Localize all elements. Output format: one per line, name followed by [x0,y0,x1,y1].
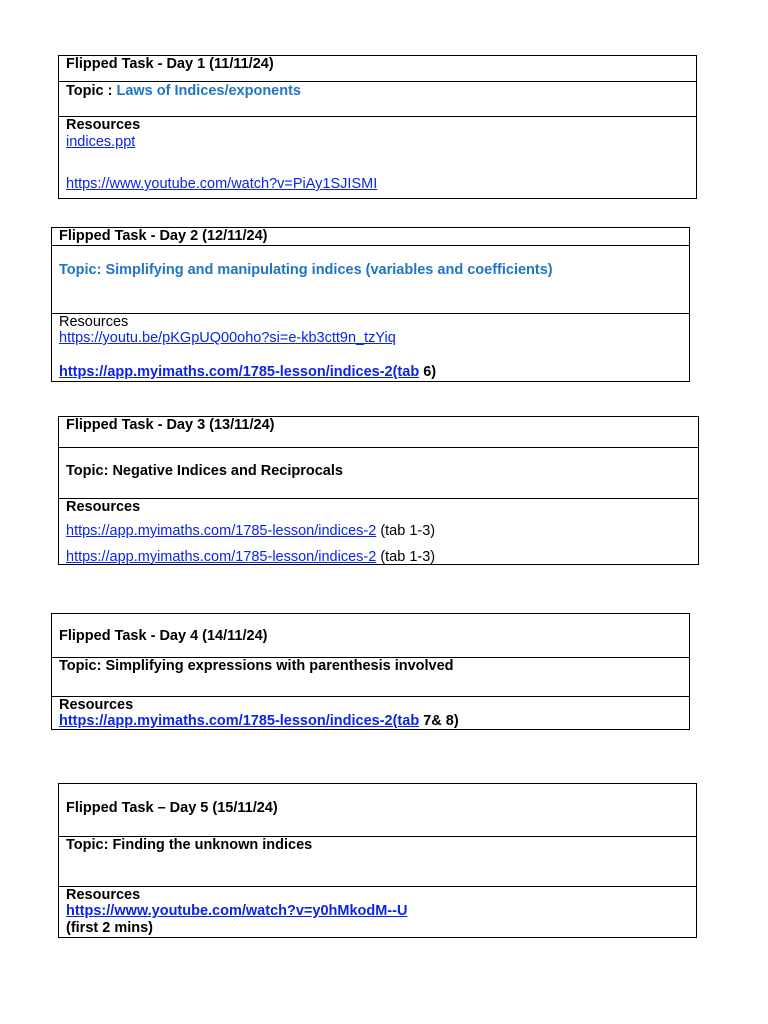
resources-label: Resources [59,314,129,330]
resource-line-myimaths [59,713,459,729]
resource-link-myimaths-2[interactable]: https://app.myimaths.com/1785-lesson/indices-2 [66,549,377,565]
task-card-day-1 [58,55,697,199]
resource-link-youtube[interactable]: https://www.youtube.com/watch?v=y0hMkodM--U [66,903,408,919]
task-header [59,56,696,81]
task-resources [59,498,698,564]
task-topic [59,447,698,498]
resource-note: (first 2 mins) [66,920,154,936]
topic-title: Topic: Finding the unknown indices [66,837,313,853]
resource-link-youtube[interactable]: https://www.youtube.com/watch?v=PiAy1SJISMI [66,176,378,192]
resource-link-myimaths-1[interactable]: https://app.myimaths.com/1785-lesson/indices-2 [66,523,377,539]
task-topic [52,245,689,313]
task-header [52,614,689,657]
resources-label: Resources [66,499,141,515]
resources-label: Resources [66,117,141,133]
resource-line-2 [66,549,435,565]
task-card-day-2 [51,227,690,382]
task-topic [59,836,696,886]
resources-label: Resources [66,887,141,903]
topic-title: Laws of Indices/exponents [116,83,301,99]
task-resources [59,116,696,198]
topic-title: Topic: Simplifying expressions with parenthesis involved [59,658,454,674]
resource-link-suffix: 7& 8) [419,713,459,729]
resources-label: Resources [59,697,134,713]
resource-link-suffix: 6) [419,364,437,380]
task-header-text: Flipped Task - Day 4 (14/11/24) [59,628,268,644]
task-card-day-3 [58,416,699,565]
task-topic [59,81,696,116]
task-card-day-4 [51,613,690,730]
topic-text [66,83,301,99]
task-header-text: Flipped Task - Day 2 (12/11/24) [59,228,268,244]
resource-link-myimaths[interactable]: https://app.myimaths.com/1785-lesson/indices-2(tab [59,364,420,380]
task-topic [52,657,689,696]
resource-link-ppt[interactable]: indices.ppt [66,134,136,150]
resource-link-suffix: (tab 1-3) [376,523,436,539]
topic-title: Topic: Simplifying and manipulating indices (variables and coefficients) [59,262,553,278]
task-header [59,417,698,447]
task-header-text: Flipped Task - Day 3 (13/11/24) [66,417,275,433]
resource-link-youtube[interactable]: https://youtu.be/pKGpUQ00oho?si=e-kb3ctt9n_tzYiq [59,330,396,346]
task-card-day-5 [58,783,697,938]
task-resources [59,886,696,937]
task-header [59,784,696,836]
task-header [52,228,689,245]
resource-link-suffix: (tab 1-3) [376,549,436,565]
task-resources [52,313,689,381]
resource-line-1 [66,523,435,539]
resource-line-myimaths [59,364,436,380]
task-header-text: Flipped Task - Day 1 (11/11/24) [66,56,274,72]
task-header-text: Flipped Task – Day 5 (15/11/24) [66,800,278,816]
resource-link-myimaths[interactable]: https://app.myimaths.com/1785-lesson/indices-2(tab [59,713,420,729]
topic-title: Topic: Negative Indices and Reciprocals [66,463,343,479]
task-resources [52,696,689,729]
topic-prefix: Topic : [66,83,117,99]
